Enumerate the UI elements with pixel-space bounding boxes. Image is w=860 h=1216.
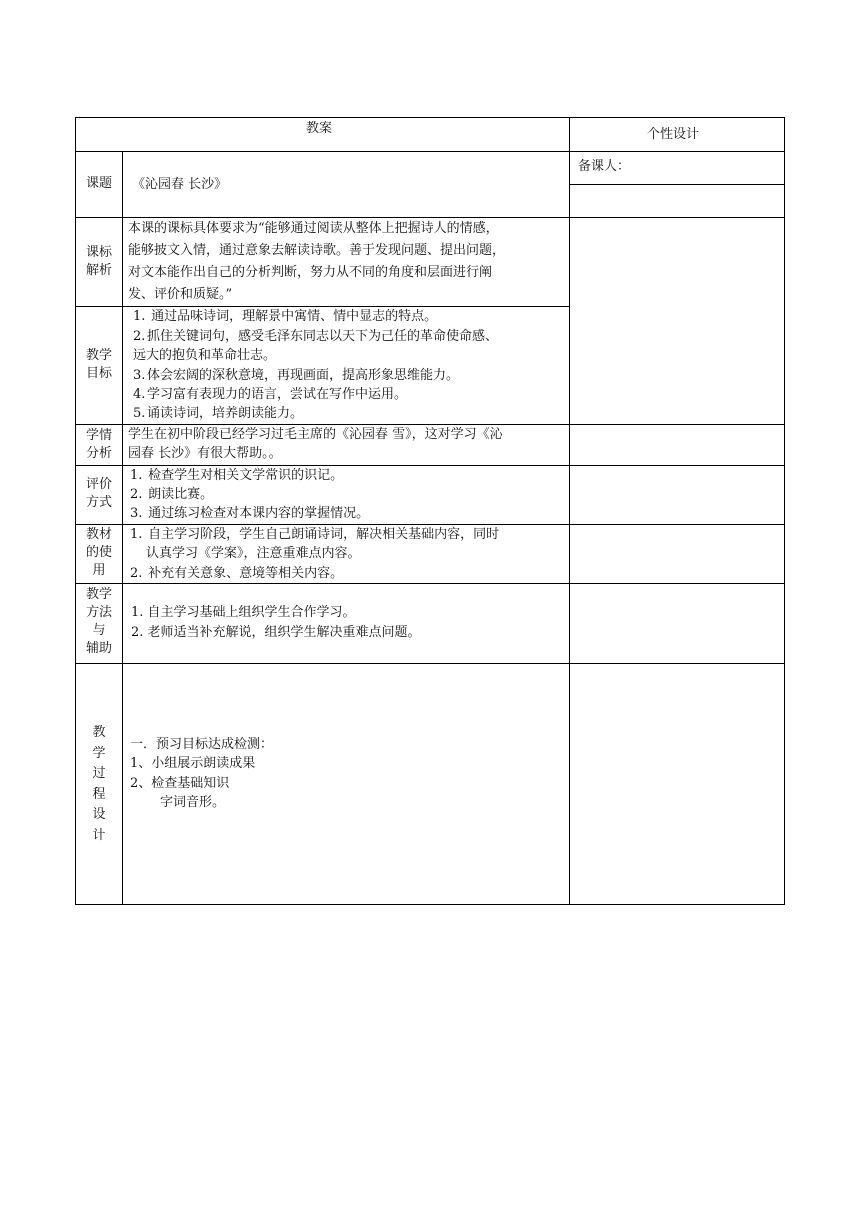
label-process: 教 学 过 程 设 计: [92, 725, 106, 843]
label-methods: 教学 方法 与 辅助: [85, 587, 112, 656]
preparer-label: 备课人：: [578, 159, 631, 174]
label-materials: 教材 的使 用: [85, 527, 112, 578]
topic-content: 《沁园春 长沙》: [132, 177, 228, 192]
list-item: 4. 学习富有表现力的语言，尝试在写作中运用。: [133, 387, 408, 402]
list-item: 远大的抱负和革命壮志。: [133, 348, 277, 363]
label-evaluation: 评价 方式: [85, 477, 112, 510]
list-item: 2. 抓住关键词句，感受毛泽东同志以天下为己任的革命使命感、: [133, 329, 499, 344]
list-item: 3. 通过练习检查对本课内容的掌握情况。: [130, 506, 370, 521]
list-item: 5. 诵读诗词，培养朗读能力。: [133, 406, 304, 421]
list-item: 2. 朗读比赛。: [130, 487, 214, 502]
list-item: 1. 自主学习阶段，学生自己朗诵诗词，解决相关基础内容，同时: [130, 527, 500, 542]
header-personal-design: 个性设计: [647, 127, 700, 142]
list-item: 3. 体会宏阔的深秋意境，再现画面，提高形象思维能力。: [133, 368, 460, 383]
list-item: 1. 检查学生对相关文学常识的识记。: [130, 468, 344, 483]
list-item: 1. 通过品味诗词，理解景中寓情、情中显志的特点。: [133, 309, 438, 324]
document-page: 教案 个性设计 课题 《沁园春 长沙》 备课人： 课标 解析 本课的课标具体要求为“能够通过阅读从整体上把握诗人的情感， 能够披文入情，通过意象去解读诗歌。善于发现问题、提出问题， 对文本能作出自己的分析判断，努力从不同的角度和层面进行阐 发、评价和质疑。” 教学 目标 1. 通过品味诗词，理解景中寓情、情中显志的特点。 2. 抓住关键词句，感受毛泽东同志以天下为己任的革命使命感、 远大的抱负和革命壮志。 3. 体会宏阔的深秋意境，再现画面，提高形象思维能力。 4. 学习富有表现力的语言，尝试在写作中运用。 5. 诵读诗词，培养朗读能力。 学情 分析 学生在初中阶段已经学习过毛主席的《沁园春 雪》，这对学习《沁 园春 长沙》有很大帮助。。 评价 方式 1. 检查学生对相关文学常识的识记。 2. 朗读比赛。 3. 通过练习检查对本课内容的掌握情况。 教材 的使 用 1. 自主学习阶段，学生自己朗诵诗词，解决相关基础内容，同时 认真学习《学案》，注意重难点内容。 2. 补充有关意象、意境等相关内容。 教学 方法 与 辅助 1. 自主学习基础上组织学生合作学习。 2. 老师适当补充解说，组织学生解决重难点问题。 教 学 过 程 设 计 一．预习目标达成检测： 1、小组展示朗读成果 2、检查基础知识 字词音形。: [0, 0, 860, 1216]
header-lesson-plan: 教案: [306, 121, 333, 136]
label-topic: 课题: [85, 176, 112, 191]
list-item: 认真学习《学案》，注意重难点内容。: [146, 546, 361, 561]
label-situation: 学情 分析: [85, 428, 112, 461]
label-goals: 教学 目标: [85, 348, 112, 381]
label-standard: 课标 解析: [85, 245, 112, 278]
list-item: 2. 补充有关意象、意境等相关内容。: [130, 566, 344, 581]
